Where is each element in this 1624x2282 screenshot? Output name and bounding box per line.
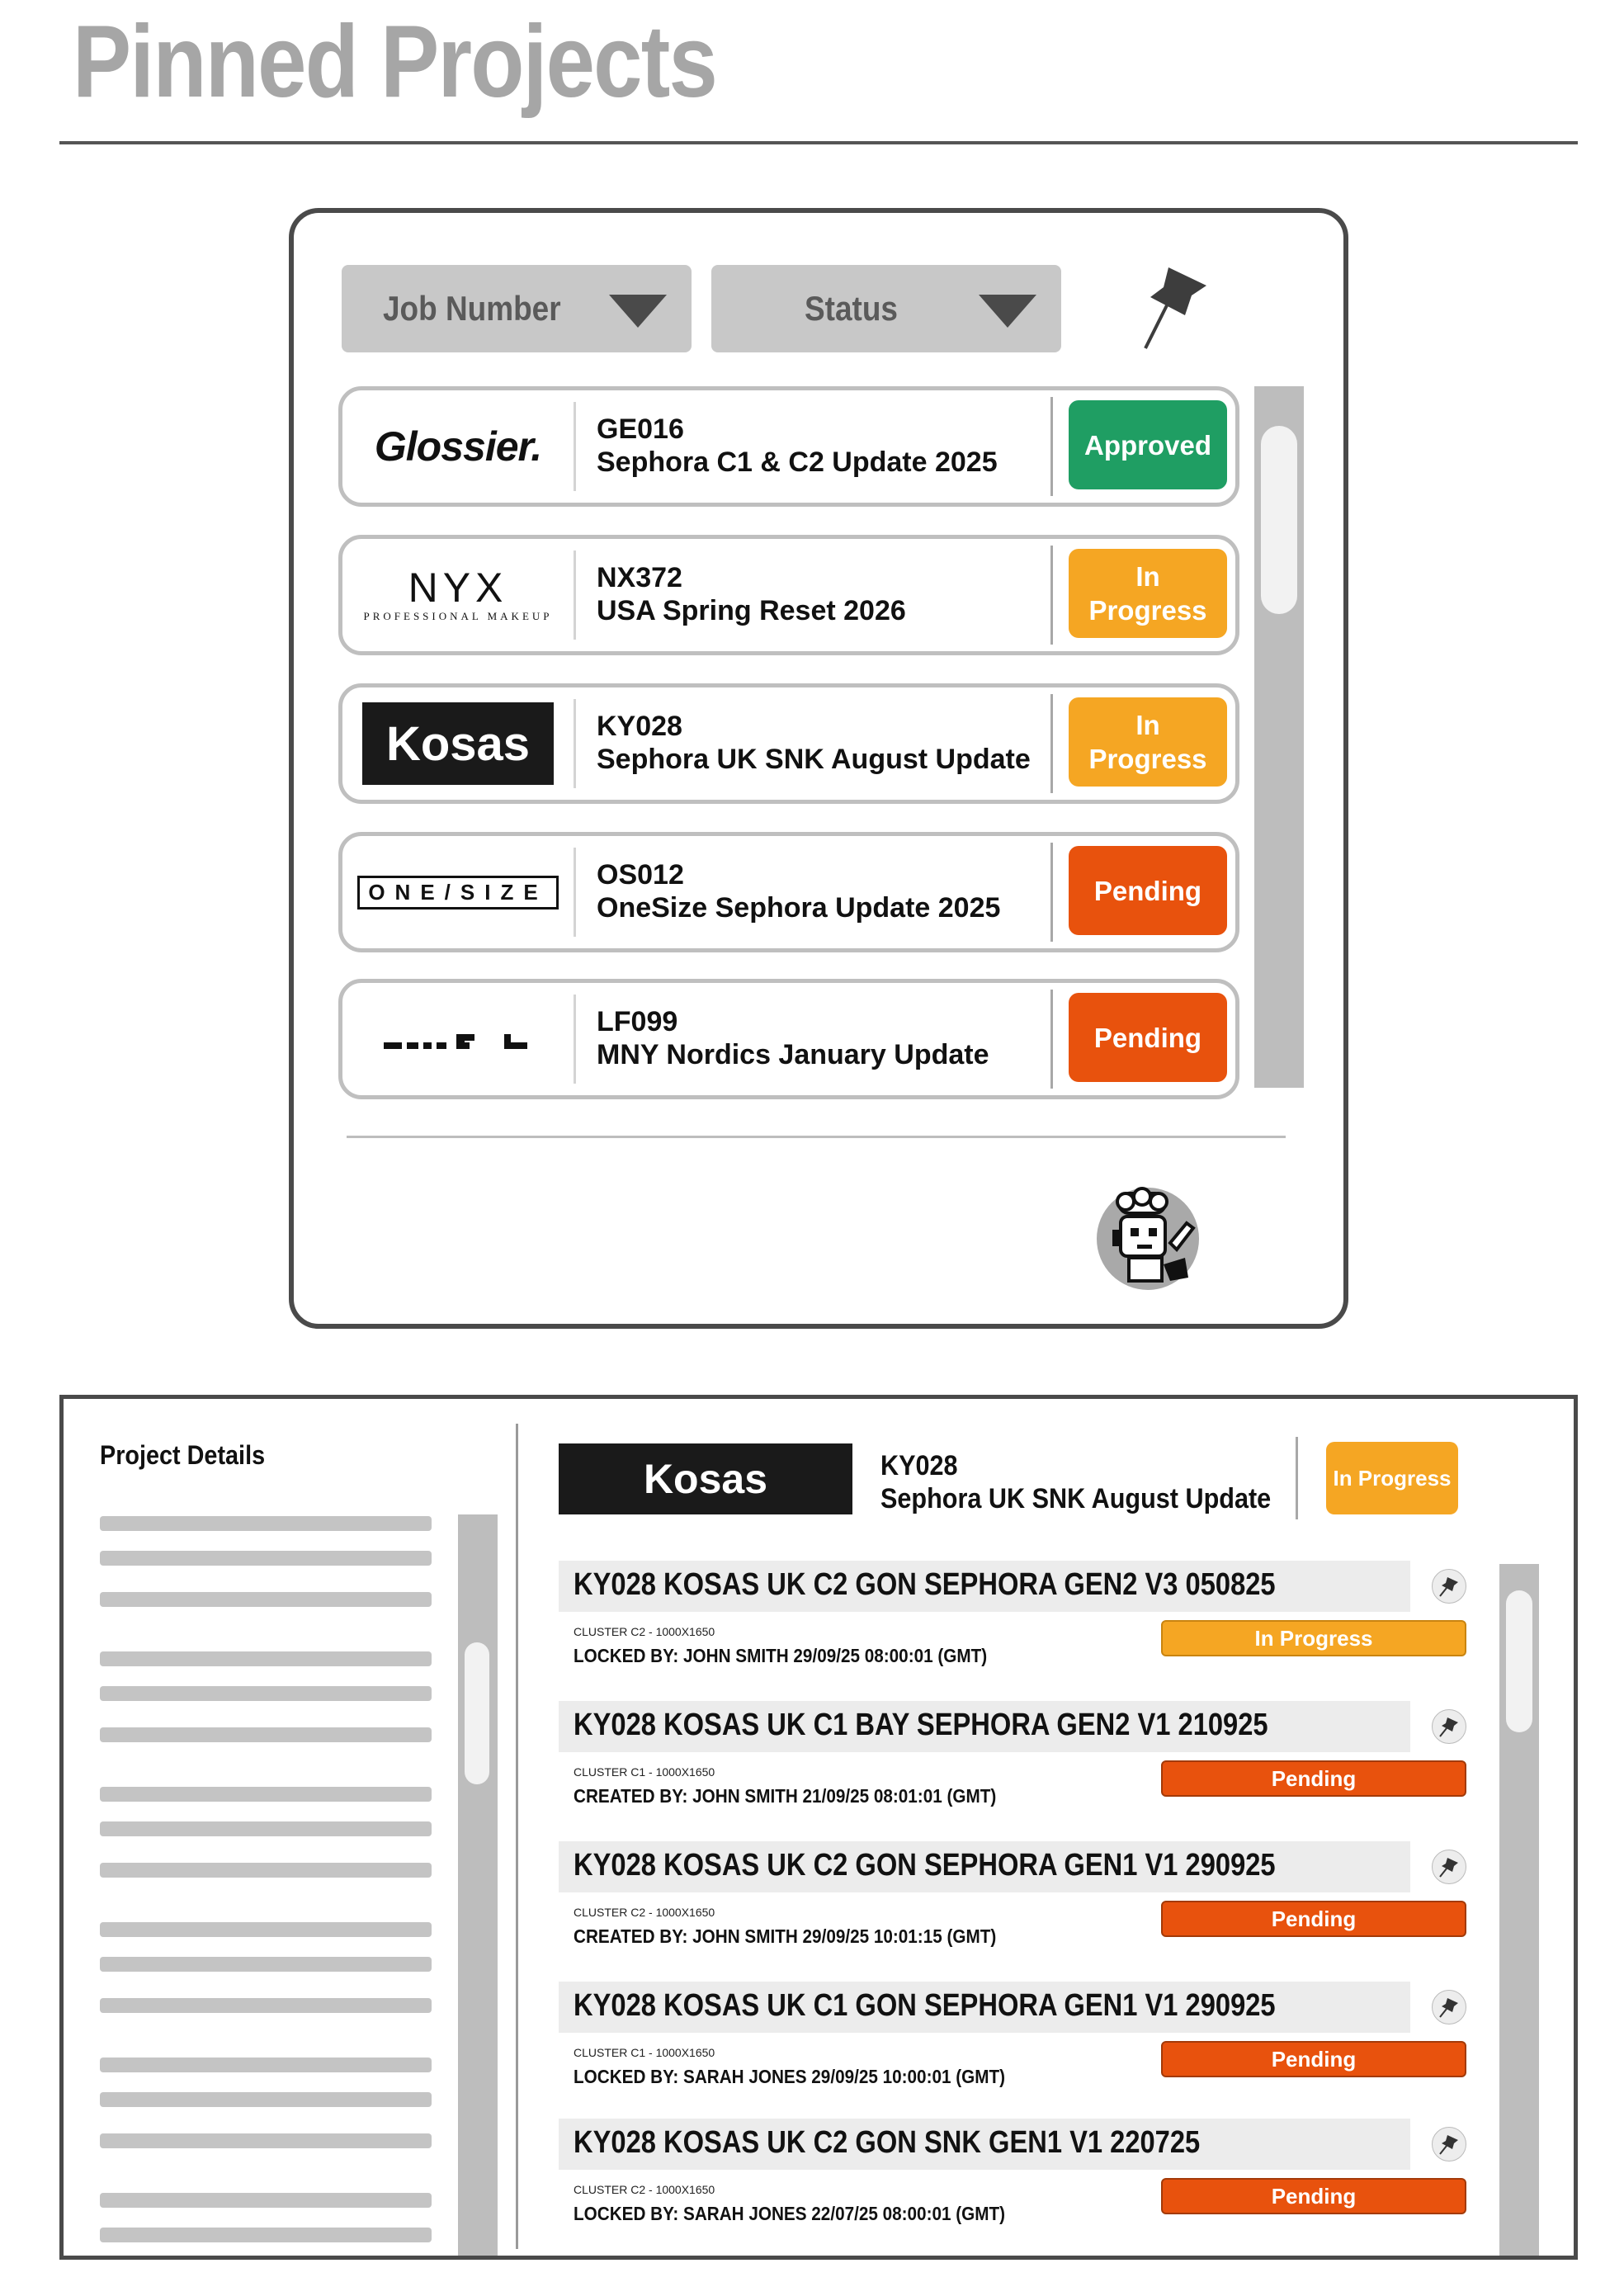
- job-code: LF099: [597, 1006, 678, 1037]
- placeholder-line: [100, 2092, 432, 2107]
- column-divider: [516, 1424, 518, 2249]
- chevron-down-icon: [609, 295, 667, 328]
- scrollbar-thumb[interactable]: [1261, 426, 1297, 614]
- asset-status-badge: In Progress: [1161, 1620, 1466, 1656]
- placeholder-line: [100, 1957, 432, 1972]
- asset-lock-info: LOCKED BY: JOHN SMITH 29/09/25 08:00:01 (GMT): [574, 1645, 988, 1666]
- asset-lock-info: CREATED BY: JOHN SMITH 21/09/25 08:01:01 (GMT): [574, 1785, 997, 1807]
- asset-meta: CLUSTER C2 - 1000X1650: [574, 2183, 715, 2196]
- placeholder-line: [100, 2133, 432, 2148]
- project-details-heading: Project Details: [100, 1440, 266, 1470]
- status-dropdown[interactable]: [711, 265, 1061, 352]
- scrollbar-thumb[interactable]: [1506, 1590, 1532, 1732]
- job-code: OS012: [597, 859, 684, 891]
- asset-row[interactable]: [559, 1701, 1532, 1833]
- brand-logo-kosas: [342, 687, 574, 800]
- job-name: Sephora UK SNK August Update: [597, 744, 1031, 775]
- asset-list-scrollbar[interactable]: [1499, 1564, 1539, 2260]
- asset-lock-info: CREATED BY: JOHN SMITH 29/09/25 10:01:15 (GMT): [574, 1925, 997, 1947]
- brand-logo-graphic: [375, 1023, 541, 1056]
- pin-icon[interactable]: [1139, 262, 1213, 353]
- asset-title: KY028 KOSAS UK C2 GON SNK GEN1 V1 220725: [574, 2125, 1201, 2160]
- asset-row[interactable]: [559, 1561, 1532, 1693]
- brand-logo-mbm: [342, 983, 574, 1095]
- brand-logo-kosas: Kosas: [559, 1443, 852, 1514]
- job-code: KY028: [597, 711, 682, 742]
- project-details-panel: [59, 1395, 1578, 2260]
- placeholder-line: [100, 1651, 432, 1666]
- logo-text: Kosas: [362, 702, 554, 785]
- job-name: USA Spring Reset 2026: [597, 595, 906, 626]
- placeholder-line: [100, 2228, 432, 2242]
- title-divider: [59, 141, 1578, 144]
- scrollbar-thumb[interactable]: [465, 1642, 489, 1784]
- details-scrollbar[interactable]: [458, 1514, 498, 2260]
- brand-logo-onesize: [342, 836, 574, 948]
- asset-row[interactable]: [559, 1982, 1532, 2114]
- chef-robot-avatar-icon[interactable]: [1094, 1185, 1201, 1292]
- placeholder-line: [100, 2193, 432, 2208]
- status-badge: In Progress: [1069, 549, 1227, 638]
- asset-lock-info: LOCKED BY: SARAH JONES 22/07/25 08:00:01 (GMT): [574, 2203, 1006, 2224]
- brand-logo-glossier: [342, 390, 574, 503]
- asset-meta: CLUSTER C2 - 1000X1650: [574, 1906, 715, 1919]
- pin-icon[interactable]: [1432, 1569, 1466, 1604]
- status-dropdown-label: Status: [804, 289, 898, 328]
- card-divider: [1050, 694, 1053, 793]
- placeholder-line: [100, 1787, 432, 1802]
- job-name: OneSize Sephora Update 2025: [597, 892, 1001, 924]
- brand-logo-nyx: [342, 539, 574, 651]
- page-title: Pinned Projects: [73, 5, 717, 119]
- job-code: GE016: [597, 413, 684, 445]
- card-divider: [574, 550, 576, 640]
- logo-text: ONE/SIZE: [357, 876, 558, 909]
- job-name: MNY Nordics January Update: [597, 1039, 989, 1070]
- asset-meta: CLUSTER C2 - 1000X1650: [574, 1625, 715, 1638]
- job-code: NX372: [597, 562, 682, 593]
- card-divider: [574, 699, 576, 788]
- chevron-down-icon: [979, 295, 1036, 328]
- status-badge: Pending: [1069, 846, 1227, 935]
- project-card[interactable]: [338, 979, 1239, 1099]
- project-card[interactable]: [338, 386, 1239, 507]
- card-divider: [574, 995, 576, 1084]
- header-divider: [1296, 1437, 1298, 1519]
- project-card[interactable]: [338, 535, 1239, 655]
- asset-title: KY028 KOSAS UK C2 GON SEPHORA GEN2 V3 050825: [574, 1567, 1276, 1602]
- logo-subtext: PROFESSIONAL MAKEUP: [363, 610, 553, 622]
- placeholder-line: [100, 1922, 432, 1937]
- placeholder-line: [100, 1727, 432, 1742]
- placeholder-line: [100, 1998, 432, 2013]
- placeholder-line: [100, 1551, 432, 1566]
- asset-title: KY028 KOSAS UK C1 GON SEPHORA GEN1 V1 290925: [574, 1988, 1276, 2023]
- card-divider: [574, 848, 576, 937]
- asset-meta: CLUSTER C1 - 1000X1650: [574, 1765, 715, 1779]
- asset-status-badge: Pending: [1161, 2041, 1466, 2077]
- asset-lock-info: LOCKED BY: SARAH JONES 29/09/25 10:00:01 (GMT): [574, 2066, 1006, 2087]
- job-number-dropdown-label: Job Number: [383, 289, 561, 328]
- job-number-dropdown[interactable]: [342, 265, 692, 352]
- logo-text: NYX: [408, 565, 508, 611]
- asset-row[interactable]: [559, 2119, 1532, 2251]
- card-divider: [1050, 546, 1053, 645]
- placeholder-line: [100, 1863, 432, 1878]
- status-badge: Approved: [1069, 400, 1227, 489]
- asset-status-badge: Pending: [1161, 1901, 1466, 1937]
- asset-row[interactable]: [559, 1841, 1532, 1973]
- panel-divider: [347, 1136, 1286, 1138]
- status-badge: Pending: [1069, 993, 1227, 1082]
- placeholder-line: [100, 1516, 432, 1531]
- job-name: Sephora UK SNK August Update: [880, 1483, 1272, 1514]
- pin-icon[interactable]: [1432, 1990, 1466, 2025]
- pin-icon[interactable]: [1432, 2127, 1466, 2162]
- asset-status-badge: Pending: [1161, 2178, 1466, 2214]
- project-card[interactable]: [338, 832, 1239, 952]
- asset-meta: CLUSTER C1 - 1000X1650: [574, 2046, 715, 2059]
- pinned-projects-panel: [289, 208, 1348, 1329]
- job-code: KY028: [880, 1450, 958, 1481]
- placeholder-line: [100, 1686, 432, 1701]
- placeholder-line: [100, 2058, 432, 2072]
- logo-text: Glossier.: [374, 423, 542, 470]
- card-divider: [1050, 990, 1053, 1089]
- project-card[interactable]: [338, 683, 1239, 804]
- placeholder-line: [100, 1592, 432, 1607]
- project-list-scrollbar[interactable]: [1254, 386, 1304, 1088]
- card-divider: [1050, 397, 1053, 496]
- status-badge: In Progress: [1326, 1442, 1458, 1514]
- pin-icon[interactable]: [1432, 1850, 1466, 1884]
- status-badge: In Progress: [1069, 697, 1227, 787]
- placeholder-line: [100, 1821, 432, 1836]
- pin-icon[interactable]: [1432, 1709, 1466, 1744]
- asset-title: KY028 KOSAS UK C2 GON SEPHORA GEN1 V1 290925: [574, 1848, 1276, 1883]
- asset-title: KY028 KOSAS UK C1 BAY SEPHORA GEN2 V1 210925: [574, 1708, 1268, 1742]
- card-divider: [574, 402, 576, 491]
- asset-status-badge: Pending: [1161, 1760, 1466, 1797]
- card-divider: [1050, 843, 1053, 942]
- job-name: Sephora C1 & C2 Update 2025: [597, 446, 998, 478]
